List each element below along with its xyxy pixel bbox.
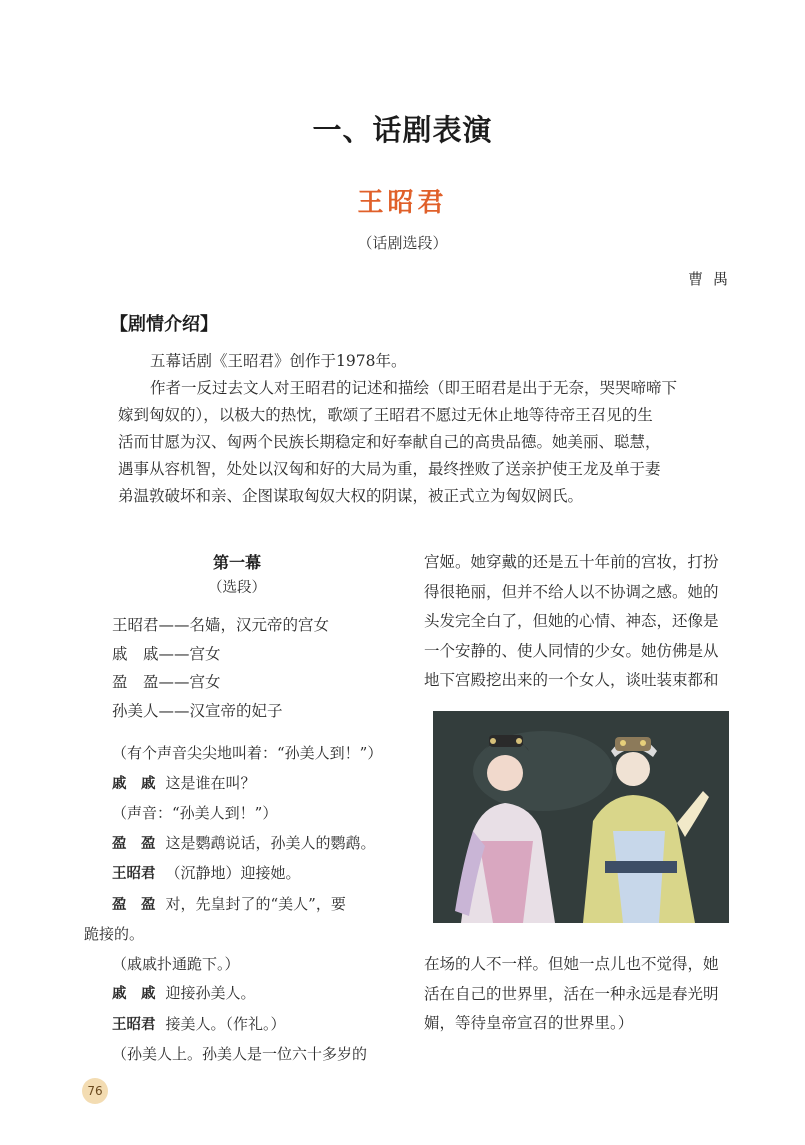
text-line: 活在自己的世界里，活在一种永远是春光明 bbox=[424, 984, 719, 1003]
play-title: 王昭君 bbox=[357, 188, 448, 218]
script-line bbox=[112, 890, 402, 921]
speaker-name: 盈 盈 bbox=[112, 835, 156, 852]
intro-paragraph-2-line: 弟温敦破坏和亲、企图谋取匈奴大权的阴谋，被正式立为匈奴阏氏。 bbox=[118, 487, 584, 505]
line-text: （有个声音尖尖地叫着：“孙美人到！”） bbox=[112, 744, 383, 762]
script-line bbox=[112, 1010, 402, 1041]
act-heading: 第一幕 bbox=[212, 553, 261, 572]
script-line bbox=[112, 979, 402, 1010]
text-line: 宫姬。她穿戴的还是五十年前的宫妆，打扮 bbox=[424, 553, 719, 571]
intro-paragraph-2-line: 活而甘愿为汉、匈两个民族长期稳定和好奉献自己的高贵品德。她美丽、聪慧， bbox=[118, 433, 661, 451]
text-line: 在场的人不一样。但她一点儿也不觉得，她 bbox=[424, 955, 719, 973]
intro-text bbox=[118, 348, 738, 510]
cast-item: 王昭君——名嫱，汉元帝的宫女 bbox=[112, 616, 330, 634]
text-line: 头发完全白了，但她的心情、神态，还像是 bbox=[424, 612, 719, 630]
intro-paragraph-2-line: 嫁到匈奴的），以极大的热忱，歌颂了王昭君不愿过无休止地等待帝王召见的生 bbox=[118, 406, 653, 424]
line-text: （沉静地）迎接她。 bbox=[165, 864, 301, 882]
script-line bbox=[112, 1040, 402, 1070]
stage-photo bbox=[433, 711, 729, 923]
line-text: 迎接孙美人。 bbox=[165, 984, 256, 1002]
script-column bbox=[84, 550, 402, 1070]
stage-photo-illustration bbox=[433, 711, 729, 923]
speaker-name: 王昭君 bbox=[112, 1016, 156, 1033]
text-line: 一个安静的、使人同情的少女。她仿佛是从 bbox=[424, 641, 719, 660]
line-text: （戚戚扑通跪下。） bbox=[112, 954, 240, 973]
text-line: 得很艳丽，但并不给人以不协调之感。她的 bbox=[424, 582, 719, 601]
line-text: 这是鹦鹉说话，孙美人的鹦鹉。 bbox=[165, 833, 376, 852]
script-line bbox=[112, 859, 402, 890]
play-subtitle: （话剧选段） bbox=[357, 234, 448, 252]
script-line bbox=[112, 950, 402, 980]
act-subheading: （选段） bbox=[208, 580, 266, 596]
line-text: 跪接的。 bbox=[84, 925, 145, 943]
text-line: 媚，等待皇帝宣召的世界里。） bbox=[424, 1014, 634, 1032]
line-text: 这是谁在叫？ bbox=[165, 773, 256, 792]
section-title: 一、话剧表演 bbox=[312, 113, 493, 147]
line-text: （声音：“孙美人到！”） bbox=[112, 804, 278, 822]
author: 曹禺 bbox=[688, 270, 739, 288]
intro-paragraph-2-line: 遇事从容机智，处处以汉匈和好的大局为重，最终挫败了送亲护使王龙及单于妻 bbox=[118, 460, 661, 478]
intro-heading: 【剧情介绍】 bbox=[110, 314, 218, 335]
line-text: 对，先皇封了的“美人”，要 bbox=[165, 894, 346, 913]
script-line bbox=[112, 829, 402, 860]
speaker-name: 戚 戚 bbox=[112, 775, 156, 792]
script-line bbox=[84, 920, 402, 950]
intro-paragraph-1: 五幕话剧《王昭君》创作于1978年。 bbox=[150, 352, 407, 370]
text-line: 地下宫殿挖出来的一个女人，谈吐装束都和 bbox=[424, 671, 719, 689]
line-text: （孙美人上。孙美人是一位六十多岁的 bbox=[112, 1045, 368, 1063]
cast-list bbox=[112, 611, 402, 725]
stage-direction-bottom bbox=[424, 950, 744, 1039]
script-lines bbox=[84, 739, 402, 1070]
cast-item: 盈 盈——宫女 bbox=[112, 673, 221, 691]
page-number: 76 bbox=[82, 1078, 108, 1104]
script-line bbox=[112, 799, 402, 829]
line-text: 接美人。（作礼。） bbox=[165, 1014, 286, 1033]
script-line bbox=[112, 739, 402, 769]
intro-paragraph-2-line: 作者一反过去文人对王昭君的记述和描绘（即王昭君是出于无奈，哭哭啼啼下 bbox=[150, 379, 678, 397]
speaker-name: 戚 戚 bbox=[112, 986, 156, 1002]
speaker-name: 王昭君 bbox=[112, 866, 156, 882]
cast-item: 孙美人——汉宣帝的妃子 bbox=[112, 701, 283, 720]
cast-item: 戚 戚——宫女 bbox=[112, 644, 221, 663]
speaker-name: 盈 盈 bbox=[112, 896, 156, 913]
stage-direction-top bbox=[424, 548, 744, 696]
script-line bbox=[112, 769, 402, 800]
